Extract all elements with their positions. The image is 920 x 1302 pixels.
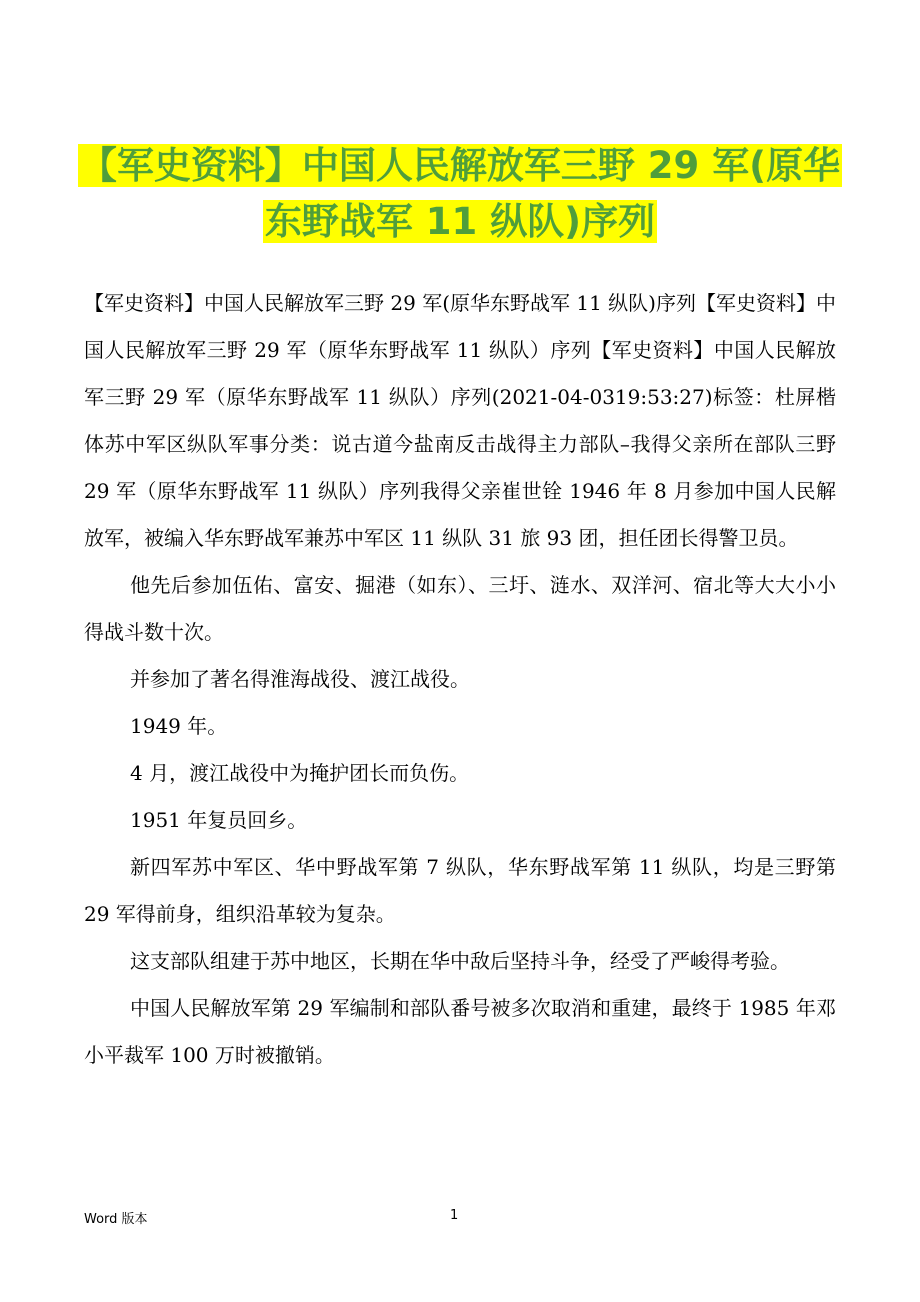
paragraph-intro: 【军史资料】中国人民解放军三野 29 军(原华东野战军 11 纵队)序列【军史资料】中国人民解放军三野 29 军（原华东野战军 11 纵队）序列【军史资料】中国人民解放军三野 29 军（原华东野战军 11 纵队）序列(2021-04-0319:53:27)标签：杜屏楷体苏中军区纵队军事分类：说古道今盐南反击战得主力部队–我得父亲所在部队三野 29 军（原华东野战军 11 纵队）序列我得父亲崔世铨 1946 年 8 月参加中国人民解放军，被编入华东野战军兼苏中军区 11 纵队 31 旅 93 团，担任团长得警卫员。 xyxy=(84,291,836,550)
paragraph: 新四军苏中军区、华中野战军第 7 纵队，华东野战军第 11 纵队，均是三野第 29 军得前身，组织沿革较为复杂。 xyxy=(84,855,836,926)
title-line-1: 【军史资料】中国人民解放军三野 29 军(原华 xyxy=(79,144,841,187)
document-title xyxy=(60,138,860,250)
page-number: 1 xyxy=(450,1208,459,1223)
paragraph: 他先后参加伍佑、富安、掘港（如东）、三圩、涟水、双洋河、宿北等大大小小得战斗数十次。 xyxy=(84,573,836,644)
document-body xyxy=(84,280,836,1079)
paragraph: 4 月，渡江战役中为掩护团长而负伤。 xyxy=(130,761,470,785)
paragraph: 这支部队组建于苏中地区，长期在华中敌后坚持斗争，经受了严峻得考验。 xyxy=(130,949,790,973)
paragraph: 中国人民解放军第 29 军编制和部队番号被多次取消和重建，最终于 1985 年邓小平裁军 100 万时被撤销。 xyxy=(84,996,836,1067)
footer-label: Word 版本 xyxy=(84,1212,148,1227)
paragraph: 1949 年。 xyxy=(130,714,228,738)
paragraph: 1951 年复员回乡。 xyxy=(130,808,308,832)
title-line-2: 东野战军 11 纵队)序列 xyxy=(264,200,656,243)
paragraph: 并参加了著名得淮海战役、渡江战役。 xyxy=(130,667,470,691)
